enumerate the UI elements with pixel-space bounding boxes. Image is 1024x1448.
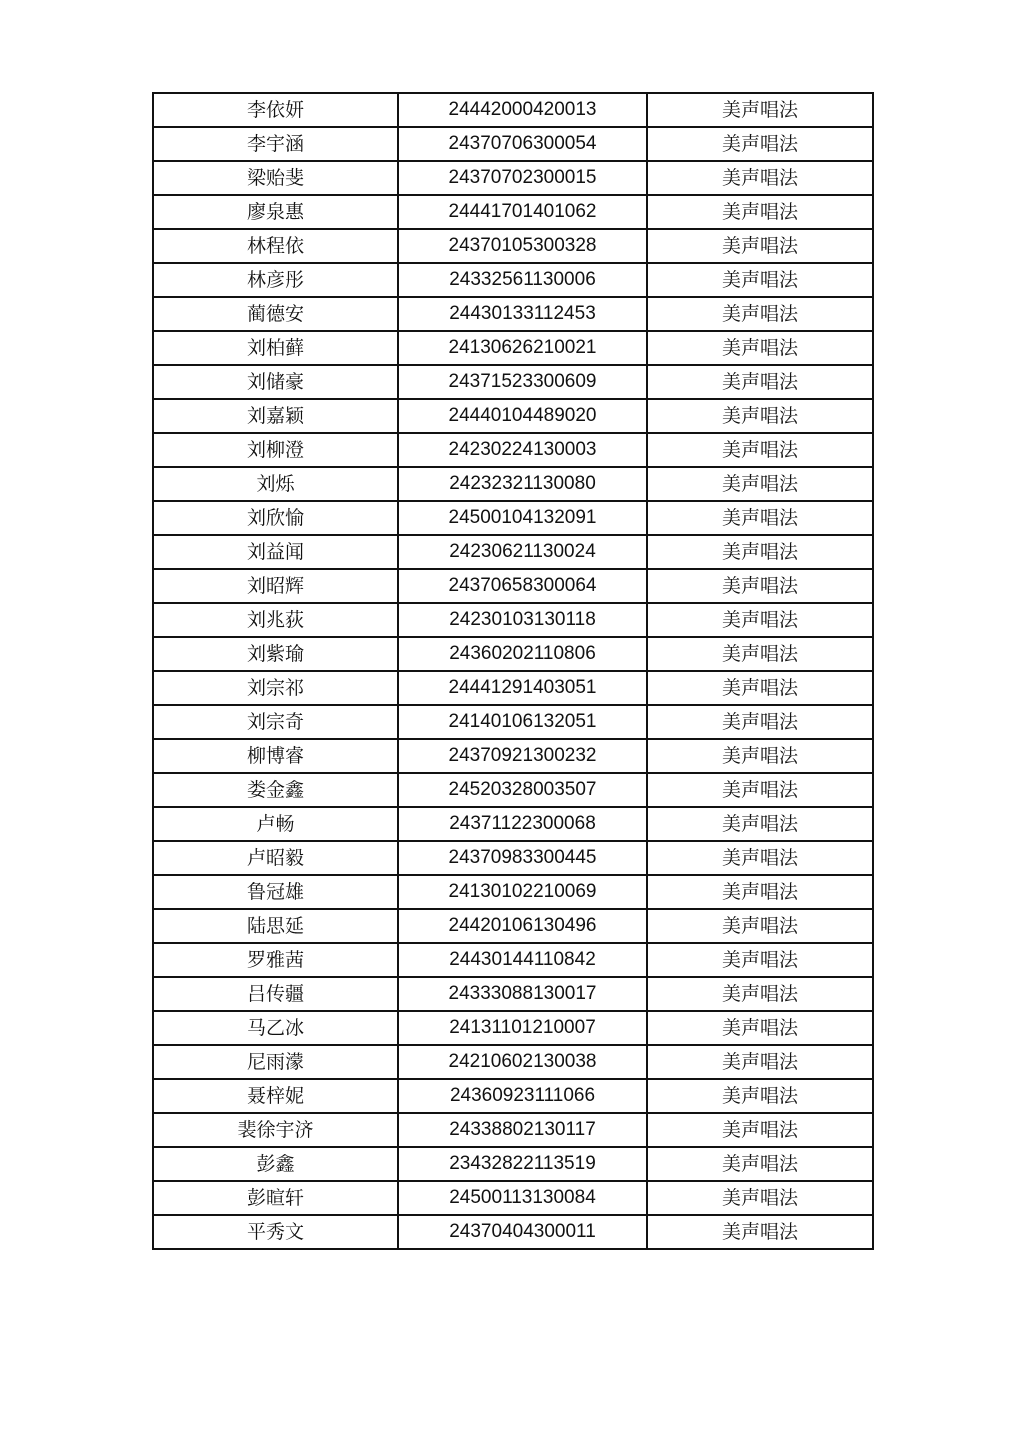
candidate-id: 24370921300232 — [398, 739, 647, 773]
table-row — [153, 433, 873, 467]
table-row — [153, 1011, 873, 1045]
singing-category: 美声唱法 — [647, 399, 873, 433]
table-row — [153, 229, 873, 263]
candidate-id: 24131101210007 — [398, 1011, 647, 1045]
candidate-name: 聂梓妮 — [153, 1079, 398, 1113]
candidate-id: 24210602130038 — [398, 1045, 647, 1079]
table-row — [153, 93, 873, 127]
candidate-name: 陆思延 — [153, 909, 398, 943]
singing-category: 美声唱法 — [647, 93, 873, 127]
candidate-id: 24130626210021 — [398, 331, 647, 365]
roster-table — [152, 92, 874, 1250]
table-row — [153, 501, 873, 535]
candidate-name: 罗雅茜 — [153, 943, 398, 977]
table-row — [153, 943, 873, 977]
singing-category: 美声唱法 — [647, 365, 873, 399]
candidate-name: 卢昭毅 — [153, 841, 398, 875]
candidate-name: 李依妍 — [153, 93, 398, 127]
table-row — [153, 365, 873, 399]
table-row — [153, 263, 873, 297]
candidate-id: 24441701401062 — [398, 195, 647, 229]
candidate-name: 李宇涵 — [153, 127, 398, 161]
candidate-name: 廖泉惠 — [153, 195, 398, 229]
candidate-id: 24230103130118 — [398, 603, 647, 637]
candidate-id: 24370105300328 — [398, 229, 647, 263]
table-row — [153, 841, 873, 875]
singing-category: 美声唱法 — [647, 161, 873, 195]
candidate-id: 24370706300054 — [398, 127, 647, 161]
candidate-name: 蔺德安 — [153, 297, 398, 331]
table-row — [153, 297, 873, 331]
singing-category: 美声唱法 — [647, 671, 873, 705]
candidate-id: 24130102210069 — [398, 875, 647, 909]
singing-category: 美声唱法 — [647, 263, 873, 297]
candidate-id: 24230621130024 — [398, 535, 647, 569]
candidate-id: 24440104489020 — [398, 399, 647, 433]
singing-category: 美声唱法 — [647, 467, 873, 501]
candidate-id: 24370658300064 — [398, 569, 647, 603]
table-row — [153, 773, 873, 807]
candidate-name: 鲁冠雄 — [153, 875, 398, 909]
roster-table-body — [153, 93, 873, 1249]
table-row — [153, 909, 873, 943]
table-row — [153, 603, 873, 637]
candidate-id: 24140106132051 — [398, 705, 647, 739]
table-row — [153, 671, 873, 705]
candidate-name: 马乙冰 — [153, 1011, 398, 1045]
candidate-name: 刘宗奇 — [153, 705, 398, 739]
singing-category: 美声唱法 — [647, 569, 873, 603]
candidate-name: 平秀文 — [153, 1215, 398, 1249]
candidate-name: 刘烁 — [153, 467, 398, 501]
candidate-id: 24360202110806 — [398, 637, 647, 671]
candidate-id: 24333088130017 — [398, 977, 647, 1011]
table-row — [153, 569, 873, 603]
candidate-id: 24360923111066 — [398, 1079, 647, 1113]
candidate-id: 24370983300445 — [398, 841, 647, 875]
singing-category: 美声唱法 — [647, 535, 873, 569]
table-row — [153, 161, 873, 195]
candidate-id: 24430133112453 — [398, 297, 647, 331]
singing-category: 美声唱法 — [647, 1181, 873, 1215]
table-row — [153, 705, 873, 739]
table-row — [153, 1147, 873, 1181]
table-row — [153, 637, 873, 671]
candidate-name: 林程依 — [153, 229, 398, 263]
candidate-id: 24442000420013 — [398, 93, 647, 127]
candidate-id: 24500113130084 — [398, 1181, 647, 1215]
table-row — [153, 875, 873, 909]
singing-category: 美声唱法 — [647, 501, 873, 535]
singing-category: 美声唱法 — [647, 603, 873, 637]
candidate-name: 吕传疆 — [153, 977, 398, 1011]
candidate-name: 梁贻斐 — [153, 161, 398, 195]
table-row — [153, 331, 873, 365]
candidate-name: 刘欣愉 — [153, 501, 398, 535]
candidate-id: 24371122300068 — [398, 807, 647, 841]
table-row — [153, 195, 873, 229]
candidate-name: 刘宗祁 — [153, 671, 398, 705]
singing-category: 美声唱法 — [647, 637, 873, 671]
candidate-id: 24500104132091 — [398, 501, 647, 535]
candidate-name: 刘益闻 — [153, 535, 398, 569]
singing-category: 美声唱法 — [647, 875, 873, 909]
singing-category: 美声唱法 — [647, 909, 873, 943]
candidate-id: 24520328003507 — [398, 773, 647, 807]
table-row — [153, 1181, 873, 1215]
candidate-id: 23432822113519 — [398, 1147, 647, 1181]
candidate-name: 卢畅 — [153, 807, 398, 841]
singing-category: 美声唱法 — [647, 841, 873, 875]
candidate-id: 24430144110842 — [398, 943, 647, 977]
singing-category: 美声唱法 — [647, 229, 873, 263]
candidate-name: 娄金鑫 — [153, 773, 398, 807]
candidate-name: 彭鑫 — [153, 1147, 398, 1181]
singing-category: 美声唱法 — [647, 297, 873, 331]
singing-category: 美声唱法 — [647, 1011, 873, 1045]
candidate-name: 刘昭辉 — [153, 569, 398, 603]
candidate-name: 刘紫瑜 — [153, 637, 398, 671]
candidate-id: 24420106130496 — [398, 909, 647, 943]
table-row — [153, 535, 873, 569]
candidate-id: 24232321130080 — [398, 467, 647, 501]
table-row — [153, 977, 873, 1011]
candidate-id: 24230224130003 — [398, 433, 647, 467]
candidate-id: 24338802130117 — [398, 1113, 647, 1147]
candidate-name: 林彦彤 — [153, 263, 398, 297]
candidate-id: 24370702300015 — [398, 161, 647, 195]
candidate-name: 刘嘉颖 — [153, 399, 398, 433]
singing-category: 美声唱法 — [647, 1045, 873, 1079]
table-row — [153, 807, 873, 841]
candidate-name: 刘柳澄 — [153, 433, 398, 467]
candidate-name: 柳博睿 — [153, 739, 398, 773]
table-row — [153, 739, 873, 773]
singing-category: 美声唱法 — [647, 977, 873, 1011]
candidate-name: 尼雨濛 — [153, 1045, 398, 1079]
singing-category: 美声唱法 — [647, 1215, 873, 1249]
singing-category: 美声唱法 — [647, 1079, 873, 1113]
singing-category: 美声唱法 — [647, 807, 873, 841]
singing-category: 美声唱法 — [647, 1113, 873, 1147]
candidate-id: 24371523300609 — [398, 365, 647, 399]
singing-category: 美声唱法 — [647, 1147, 873, 1181]
table-row — [153, 1079, 873, 1113]
table-row — [153, 1045, 873, 1079]
candidate-id: 24332561130006 — [398, 263, 647, 297]
candidate-name: 彭暄轩 — [153, 1181, 398, 1215]
singing-category: 美声唱法 — [647, 433, 873, 467]
singing-category: 美声唱法 — [647, 739, 873, 773]
singing-category: 美声唱法 — [647, 943, 873, 977]
candidate-name: 刘储豪 — [153, 365, 398, 399]
singing-category: 美声唱法 — [647, 127, 873, 161]
singing-category: 美声唱法 — [647, 705, 873, 739]
candidate-id: 24370404300011 — [398, 1215, 647, 1249]
table-row — [153, 467, 873, 501]
table-row — [153, 1215, 873, 1249]
candidate-id: 24441291403051 — [398, 671, 647, 705]
candidate-name: 刘柏藓 — [153, 331, 398, 365]
singing-category: 美声唱法 — [647, 195, 873, 229]
candidate-name: 刘兆荻 — [153, 603, 398, 637]
table-row — [153, 127, 873, 161]
singing-category: 美声唱法 — [647, 331, 873, 365]
table-row — [153, 399, 873, 433]
table-row — [153, 1113, 873, 1147]
candidate-name: 裴徐宇济 — [153, 1113, 398, 1147]
singing-category: 美声唱法 — [647, 773, 873, 807]
